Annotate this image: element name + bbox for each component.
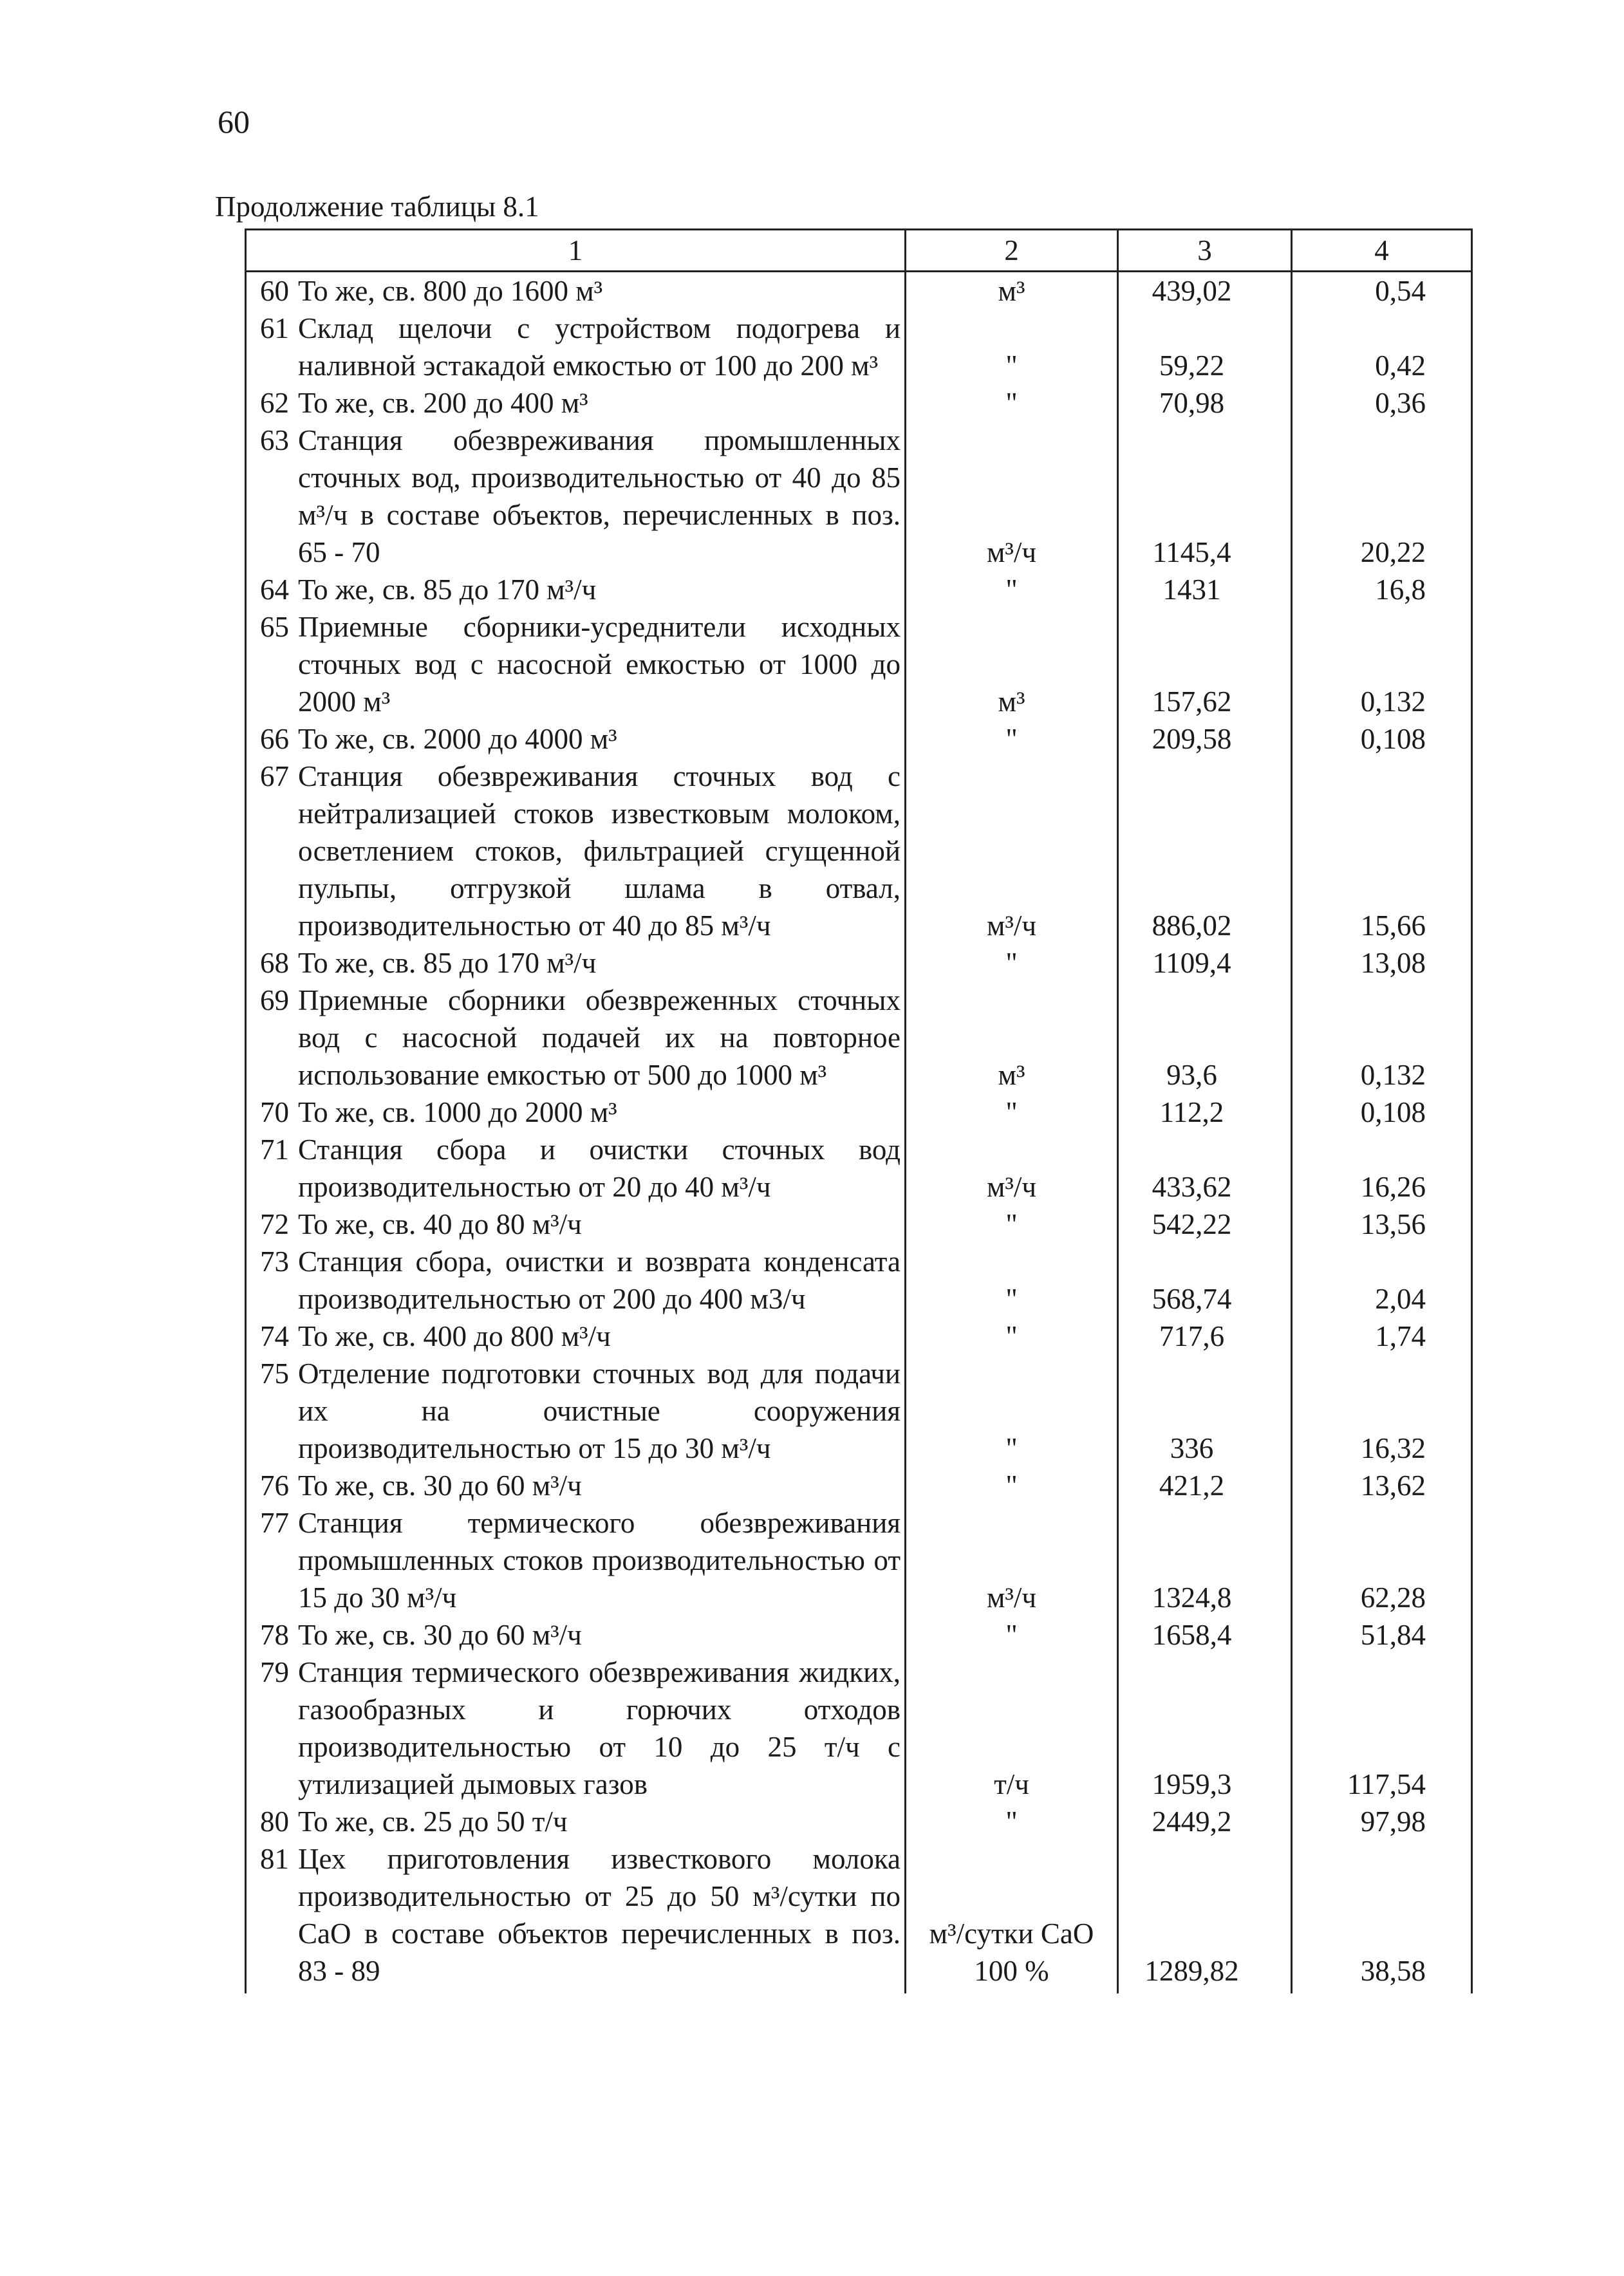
item-description-cell [246,310,906,384]
item-description-cell [246,944,906,982]
value-col4-cell: 97,98 [1292,1803,1472,1840]
item-description-cell [246,422,906,571]
item-number: 81 [260,1843,289,1875]
unit-cell: " [906,1467,1118,1504]
item-description: Приемные сборники обезвреженных сточных вод с насосной подачей их на повторное использование емкостью от 500 до 1000 м³ [298,984,901,1091]
table-header-row [246,230,1472,272]
item-description-cell [246,1504,906,1616]
item-number: 63 [260,424,289,456]
table-caption: Продолжение таблицы 8.1 [215,191,539,223]
item-description-cell [246,1318,906,1355]
unit-cell: " [906,720,1118,758]
unit-cell: т/ч [906,1654,1118,1803]
value-col4-cell: 0,132 [1292,608,1472,720]
unit-cell: " [906,571,1118,608]
value-col3-cell: 157,62 [1118,608,1292,720]
item-description: То же, св. 85 до 170 м³/ч [298,574,597,606]
item-description-cell [246,1803,906,1840]
value-col4-cell: 1,74 [1292,1318,1472,1355]
value-col3-cell: 70,98 [1118,384,1292,422]
item-number: 79 [260,1656,289,1688]
table-row [246,1616,1472,1654]
table-row [246,1131,1472,1206]
unit-cell: " [906,1206,1118,1243]
value-col4-cell: 16,26 [1292,1131,1472,1206]
table-row [246,1355,1472,1467]
value-col4-cell: 16,8 [1292,571,1472,608]
item-description-cell [246,1243,906,1318]
item-description-cell [246,608,906,720]
item-description-cell [246,1616,906,1654]
unit-cell: " [906,1803,1118,1840]
value-col4-cell: 0,108 [1292,1094,1472,1131]
item-description: То же, св. 85 до 170 м³/ч [298,947,597,979]
table-row [246,758,1472,944]
table-body [246,272,1472,1994]
item-number: 62 [260,387,289,419]
item-description: Цех приготовления известкового молока производительностью от 25 до 50 м³/сутки по СаО в составе объектов перечисленных в поз. 83 - 89 [298,1843,901,1987]
item-number: 75 [260,1357,289,1390]
table-row [246,310,1472,384]
table-row [246,608,1472,720]
unit-cell: м³ [906,982,1118,1094]
item-description-cell [246,571,906,608]
value-col3-cell: 439,02 [1118,272,1292,310]
item-description: Станция термического обезвреживания промышленных стоков производительностью от 15 до 30 м³/ч [298,1507,901,1614]
value-col4-cell: 13,08 [1292,944,1472,982]
unit-cell: " [906,1616,1118,1654]
table-row [246,422,1472,571]
item-description-cell [246,1840,906,1993]
item-number: 66 [260,723,289,755]
table-row [246,1318,1472,1355]
value-col3-cell: 886,02 [1118,758,1292,944]
value-col3-cell: 1431 [1118,571,1292,608]
table-row [246,384,1472,422]
value-col3-cell: 59,22 [1118,310,1292,384]
item-number: 72 [260,1208,289,1240]
value-col3-cell: 2449,2 [1118,1803,1292,1840]
value-col3-cell: 1289,82 [1118,1840,1292,1993]
table-row [246,1504,1472,1616]
value-col3-cell: 1145,4 [1118,422,1292,571]
unit-cell: " [906,1318,1118,1355]
table-row [246,571,1472,608]
item-number: 78 [260,1619,289,1651]
item-description-cell [246,758,906,944]
table-row [246,720,1472,758]
item-description: То же, св. 40 до 80 м³/ч [298,1208,582,1240]
unit-cell: " [906,944,1118,982]
unit-cell: " [906,384,1118,422]
item-number: 73 [260,1245,289,1278]
item-description: То же, св. 30 до 60 м³/ч [298,1619,582,1651]
item-number: 68 [260,947,289,979]
item-description: Склад щелочи с устройством подогрева и наливной эстакадой емкостью от 100 до 200 м³ [298,312,901,382]
item-description-cell [246,1131,906,1206]
value-col4-cell: 0,42 [1292,310,1472,384]
unit-cell: " [906,1094,1118,1131]
item-description: То же, св. 30 до 60 м³/ч [298,1469,582,1502]
table-row [246,1840,1472,1993]
unit-cell: " [906,1355,1118,1467]
value-col3-cell: 542,22 [1118,1206,1292,1243]
value-col3-cell: 717,6 [1118,1318,1292,1355]
item-description-cell [246,1206,906,1243]
value-col3-cell: 1109,4 [1118,944,1292,982]
value-col3-cell: 112,2 [1118,1094,1292,1131]
item-number: 67 [260,760,289,792]
item-description-cell [246,384,906,422]
item-description: То же, св. 400 до 800 м³/ч [298,1320,611,1352]
item-number: 61 [260,312,289,344]
column-header-3: 3 [1118,230,1292,272]
price-table [245,229,1473,1993]
item-number: 80 [260,1805,289,1838]
unit-cell: м³/ч [906,1504,1118,1616]
item-number: 76 [260,1469,289,1502]
value-col3-cell: 433,62 [1118,1131,1292,1206]
value-col4-cell: 0,108 [1292,720,1472,758]
table-row [246,272,1472,310]
item-description: Отделение подготовки сточных вод для подачи их на очистные сооружения производительностью от 15 до 30 м³/ч [298,1357,901,1464]
table-row [246,944,1472,982]
item-description-cell [246,272,906,310]
item-number: 77 [260,1507,289,1539]
value-col4-cell: 62,28 [1292,1504,1472,1616]
item-description-cell [246,720,906,758]
item-number: 70 [260,1096,289,1128]
item-description: Приемные сборники-усреднители исходных сточных вод с насосной емкостью от 1000 до 2000 м³ [298,611,901,718]
item-number: 60 [260,275,289,307]
unit-cell: м³ [906,272,1118,310]
value-col4-cell: 51,84 [1292,1616,1472,1654]
item-number: 65 [260,611,289,643]
value-col4-cell: 38,58 [1292,1840,1472,1993]
item-description: То же, св. 25 до 50 т/ч [298,1805,568,1838]
table-row [246,1803,1472,1840]
item-description: Станция термического обезвреживания жидких, газообразных и горючих отходов производительностью от 10 до 25 т/ч с утилизацией дымовых газов [298,1656,901,1800]
table-row [246,1654,1472,1803]
value-col4-cell: 2,04 [1292,1243,1472,1318]
column-header-2: 2 [906,230,1118,272]
value-col4-cell: 0,132 [1292,982,1472,1094]
value-col4-cell: 0,54 [1292,272,1472,310]
table-row [246,982,1472,1094]
unit-cell: м³/сутки СаО 100 % [906,1840,1118,1993]
unit-cell: м³/ч [906,758,1118,944]
unit-cell: м³/ч [906,1131,1118,1206]
value-col4-cell: 13,62 [1292,1467,1472,1504]
value-col4-cell: 16,32 [1292,1355,1472,1467]
value-col3-cell: 336 [1118,1355,1292,1467]
table-row [246,1243,1472,1318]
item-number: 64 [260,574,289,606]
item-description: Станция обезвреживания сточных вод с нейтрализацией стоков известковым молоком, осветлением стоков, фильтрацией сгущенной пульпы, отгрузкой шлама в отвал, производительностью от 40 до 85 м³/ч [298,760,901,942]
item-description: Станция сбора, очистки и возврата конденсата производительностью от 200 до 400 м3/ч [298,1245,901,1315]
value-col3-cell: 421,2 [1118,1467,1292,1504]
item-description-cell [246,1355,906,1467]
item-description-cell [246,1654,906,1803]
value-col4-cell: 13,56 [1292,1206,1472,1243]
value-col4-cell: 15,66 [1292,758,1472,944]
unit-cell: " [906,310,1118,384]
item-description: То же, св. 1000 до 2000 м³ [298,1096,617,1128]
item-description-cell [246,1094,906,1131]
item-number: 71 [260,1133,289,1166]
column-header-4: 4 [1292,230,1472,272]
item-number: 74 [260,1320,289,1352]
item-description: Станция обезвреживания промышленных сточных вод, производительностью от 40 до 85 м³/ч в составе объектов, перечисленных в поз. 65 - 70 [298,424,901,568]
item-number: 69 [260,984,289,1016]
unit-cell: " [906,1243,1118,1318]
page-number: 60 [218,104,250,140]
item-description-cell [246,1467,906,1504]
value-col3-cell: 1324,8 [1118,1504,1292,1616]
table-row [246,1467,1472,1504]
item-description: То же, св. 200 до 400 м³ [298,387,588,419]
item-description-cell [246,982,906,1094]
unit-cell: м³ [906,608,1118,720]
item-description: Станция сбора и очистки сточных вод производительностью от 20 до 40 м³/ч [298,1133,901,1203]
table-row [246,1094,1472,1131]
value-col4-cell: 117,54 [1292,1654,1472,1803]
item-description: То же, св. 2000 до 4000 м³ [298,723,617,755]
unit-cell: м³/ч [906,422,1118,571]
value-col3-cell: 1959,3 [1118,1654,1292,1803]
table-row [246,1206,1472,1243]
value-col3-cell: 568,74 [1118,1243,1292,1318]
value-col3-cell: 93,6 [1118,982,1292,1094]
value-col3-cell: 209,58 [1118,720,1292,758]
value-col4-cell: 0,36 [1292,384,1472,422]
value-col4-cell: 20,22 [1292,422,1472,571]
item-description: То же, св. 800 до 1600 м³ [298,275,603,307]
column-header-1: 1 [246,230,906,272]
value-col3-cell: 1658,4 [1118,1616,1292,1654]
